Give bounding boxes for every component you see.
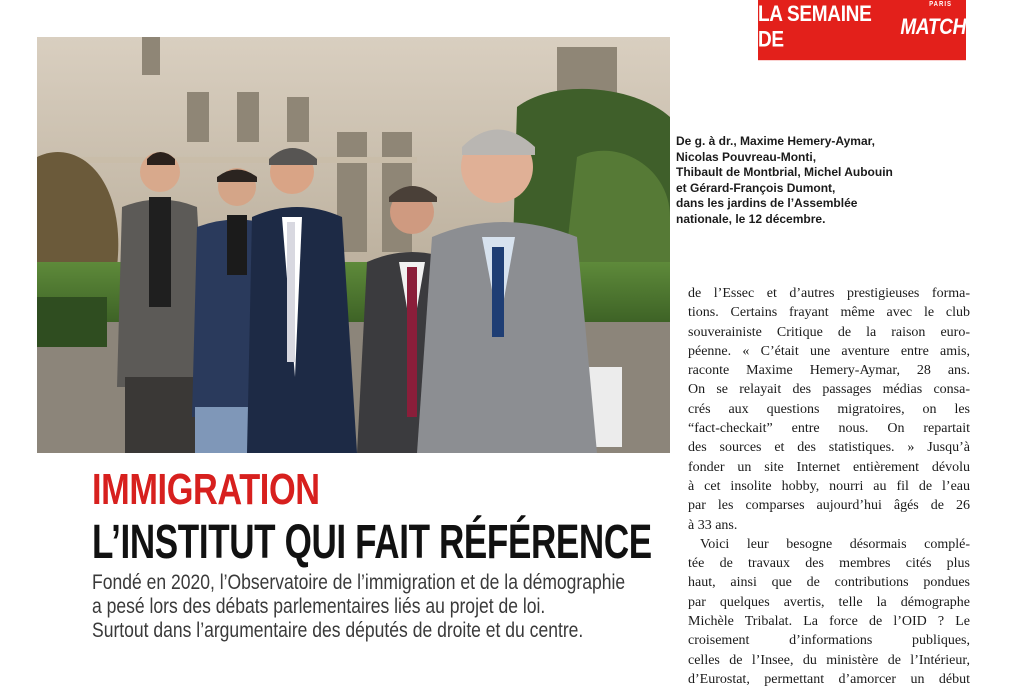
article-standfirst bbox=[92, 571, 626, 643]
body-line: par les comparses aujourd’hui âgés de 26 bbox=[688, 498, 970, 514]
body-line: croisement d’informations publiques, bbox=[688, 633, 970, 649]
body-line: à 33 ans. bbox=[688, 517, 738, 533]
caption-line: et Gérard-François Dumont, bbox=[676, 180, 836, 195]
banner-brand: MATCH bbox=[900, 15, 966, 40]
banner-brand-small: PARIS bbox=[929, 1, 952, 9]
caption-line: De g. à dr., Maxime Hemery-Aymar, bbox=[676, 134, 875, 148]
body-line: raconte Maxime Hemery-Aymar, 28 ans. bbox=[688, 363, 970, 379]
body-line: haut, ainsi que de contributions pondues bbox=[688, 575, 970, 591]
group-photo-illustration bbox=[37, 37, 670, 453]
banner-prefix: LA SEMAINE DE bbox=[758, 2, 872, 53]
magazine-section-banner bbox=[758, 0, 966, 60]
body-line: d’Eurostat, permettant d’amorcer un début bbox=[688, 671, 970, 687]
body-line: celles de l’Insee, du ministère de l’Intérieur, bbox=[688, 652, 970, 668]
body-line: Voici leur besogne désormais complé- bbox=[700, 536, 970, 552]
photo-caption bbox=[676, 134, 936, 228]
body-line: Michèle Tribalat. La force de l’OID ? Le bbox=[688, 614, 970, 630]
caption-line: nationale, le 12 décembre. bbox=[676, 211, 826, 226]
body-line: On se relayait des passages médias consa- bbox=[688, 382, 970, 398]
body-line: à cet insolite hobby, nourri au fil de l’eau bbox=[688, 478, 970, 494]
caption-line: Nicolas Pouvreau-Monti, bbox=[676, 149, 817, 164]
caption-line: dans les jardins de l’Assemblée bbox=[676, 196, 858, 211]
body-line: par quelques avertis, telle la démographe bbox=[688, 594, 970, 610]
article-body-column bbox=[688, 284, 970, 689]
article-kicker: IMMIGRATION bbox=[92, 465, 320, 514]
body-line: tée de travaux des membres cités plus bbox=[688, 556, 970, 572]
body-line: souverainiste Critique de la raison euro- bbox=[688, 324, 970, 340]
body-line: crés aux questions migratoires, on les bbox=[688, 401, 970, 417]
standfirst-line: Fondé en 2020, l’Observatoire de l’immigration et de la démographie bbox=[92, 571, 626, 594]
body-line: des sources et des statistiques. » Jusqu’à bbox=[688, 440, 970, 456]
body-line: de l’Essec et d’autres prestigieuses forma- bbox=[688, 286, 970, 301]
body-line: tions. Certains frayant même avec le club bbox=[688, 305, 970, 321]
article-headline: L’INSTITUT QUI FAIT RÉFÉRENCE bbox=[92, 516, 652, 569]
body-line: péenne. « C’était une aventure entre amis, bbox=[688, 343, 970, 359]
standfirst-line: a pesé lors des débats parlementaires liés au projet de loi. bbox=[92, 595, 546, 618]
caption-line: Thibault de Montbrial, Michel Aubouin bbox=[676, 165, 893, 180]
standfirst-line: Surtout dans l’argumentaire des députés de droite et du centre. bbox=[92, 619, 584, 642]
body-line: “fact-checkait” entre nous. On repartait bbox=[688, 421, 970, 437]
body-line: fonder un site Internet entièrement dévolu bbox=[688, 459, 970, 475]
article-photo bbox=[37, 37, 670, 453]
